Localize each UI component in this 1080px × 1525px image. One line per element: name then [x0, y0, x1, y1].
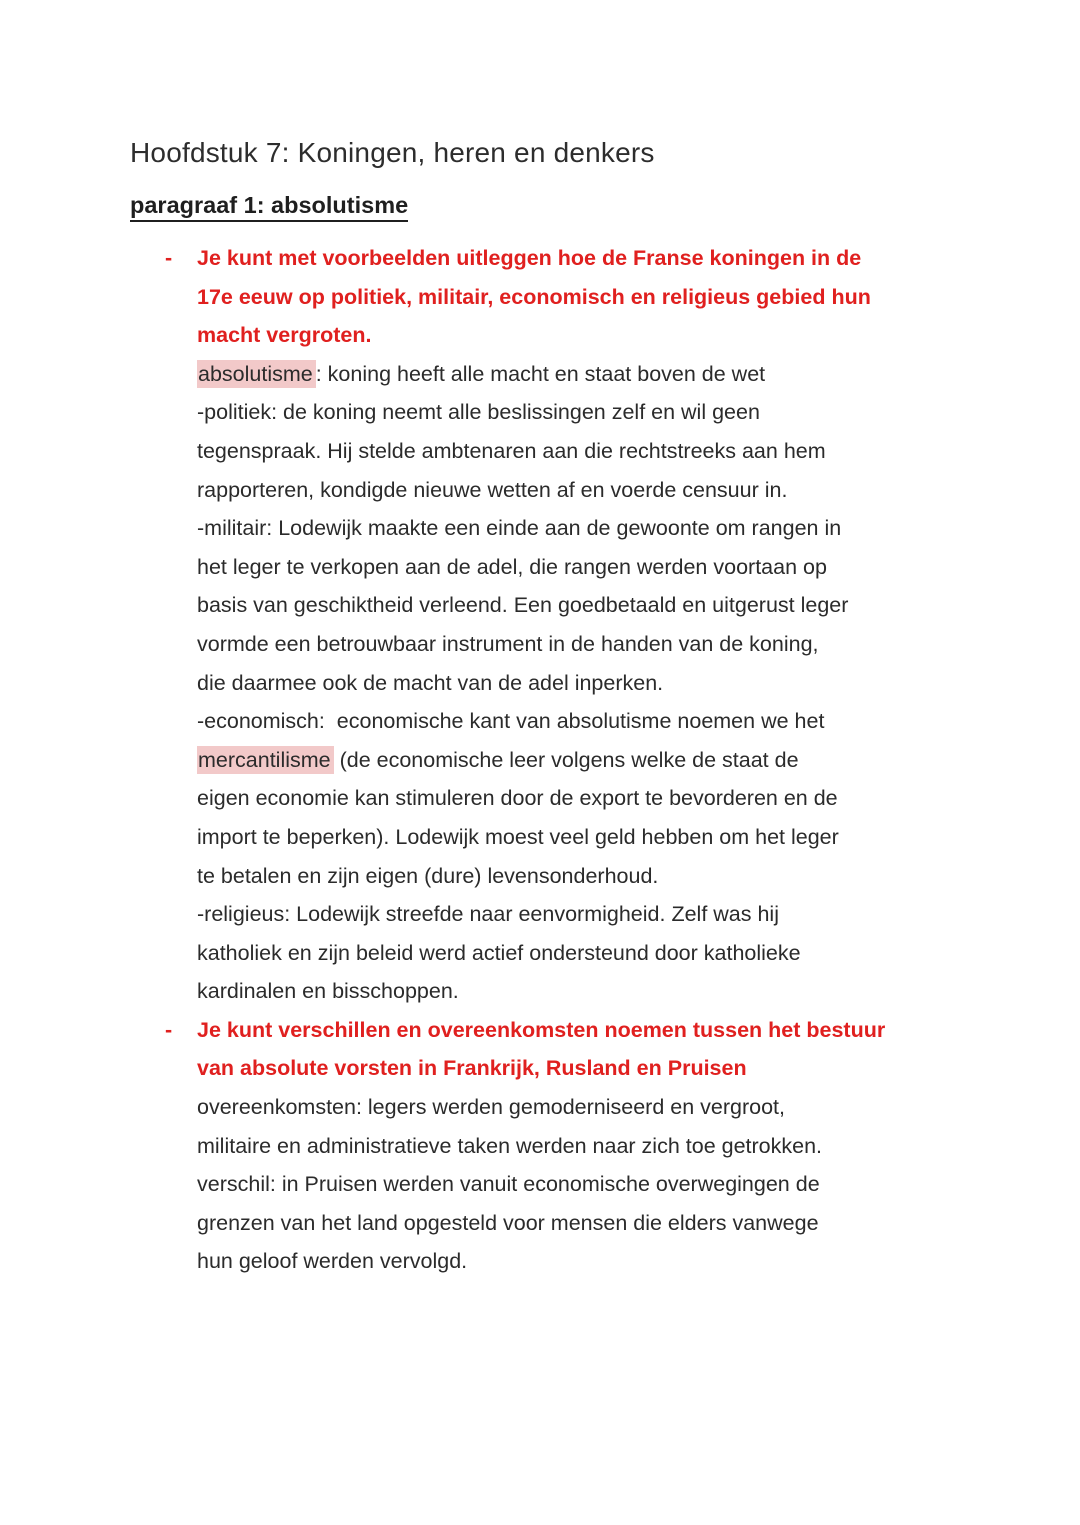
bullet-dash: -	[165, 246, 173, 270]
highlighted-term-mercantilisme: mercantilisme	[197, 746, 334, 774]
text-line: basis van geschiktheid verleend. Een goedbetaald en uitgerust leger	[197, 593, 849, 618]
text-line: 17e eeuw op politiek, militair, economisch en religieus gebied hun	[197, 284, 871, 309]
body-text-1	[130, 355, 960, 1011]
text-line: -economisch: economische kant van absolutisme noemen we het	[197, 709, 825, 734]
term-line-rest: : koning heeft alle macht en staat boven de wet	[315, 361, 766, 386]
text-line: import te beperken). Lodewijk moest veel geld hebben om het leger	[197, 824, 839, 849]
text-line: van absolute vorsten in Frankrijk, Rusland en Pruisen	[197, 1056, 747, 1081]
term-line-rest: (de economische leer volgens welke de staat de	[333, 747, 799, 772]
text-line: Je kunt met voorbeelden uitleggen hoe de Franse koningen in de	[197, 246, 862, 270]
objective-item-2	[130, 1011, 960, 1088]
text-line: kardinalen en bisschoppen.	[197, 979, 459, 1004]
text-line: rapporteren, kondigde nieuwe wetten af en voerde censuur in.	[197, 477, 788, 502]
text-line: verschil: in Pruisen werden vanuit economische overwegingen de	[197, 1172, 820, 1197]
text-line: Je kunt verschillen en overeenkomsten noemen tussen het bestuur	[197, 1017, 886, 1042]
highlighted-term-absolutisme: absolutisme	[197, 360, 316, 388]
text-line-with-term	[197, 741, 960, 780]
text-line: vormde een betrouwbaar instrument in de handen van de koning,	[197, 631, 819, 656]
text-line: hun geloof werden vervolgd.	[197, 1249, 468, 1274]
body-text-2	[130, 1088, 960, 1281]
text-line: -politiek: de koning neemt alle beslissingen zelf en wil geen	[197, 400, 760, 425]
text-line: tegenspraak. Hij stelde ambtenaren aan die rechtstreeks aan hem	[197, 438, 826, 463]
text-line: overeenkomsten: legers werden gemoderniseerd en vergroot,	[197, 1095, 785, 1120]
section-heading	[130, 191, 960, 222]
text-line: -militair: Lodewijk maakte een einde aan de gewoonte om rangen in	[197, 516, 842, 541]
page-title: Hoofdstuk 7: Koningen, heren en denkers	[130, 137, 655, 168]
text-line: die daarmee ook de macht van de adel inperken.	[197, 670, 664, 695]
text-line: katholiek en zijn beleid werd actief ondersteund door katholieke	[197, 940, 801, 965]
text-line: te betalen en zijn eigen (dure) levensonderhoud.	[197, 863, 659, 888]
objective-2-text	[197, 1011, 885, 1088]
text-line: militaire en administratieve taken werden naar zich toe getrokken.	[197, 1133, 823, 1158]
text-line: eigen economie kan stimuleren door de export te bevorderen en de	[197, 786, 838, 811]
text-line: het leger te verkopen aan de adel, die rangen werden voortaan op	[197, 554, 827, 579]
objective-1-text	[197, 239, 871, 355]
text-line: grenzen van het land opgesteld voor mensen die elders vanwege	[197, 1210, 819, 1235]
section-heading-text: paragraaf 1: absolutisme	[130, 191, 408, 222]
bullet-dash: -	[165, 1017, 173, 1042]
text-line: -religieus: Lodewijk streefde naar eenvormigheid. Zelf was hij	[197, 902, 779, 927]
text-line: macht vergroten.	[197, 323, 372, 348]
text-line-with-term	[197, 355, 960, 394]
objective-item-1	[130, 239, 960, 355]
